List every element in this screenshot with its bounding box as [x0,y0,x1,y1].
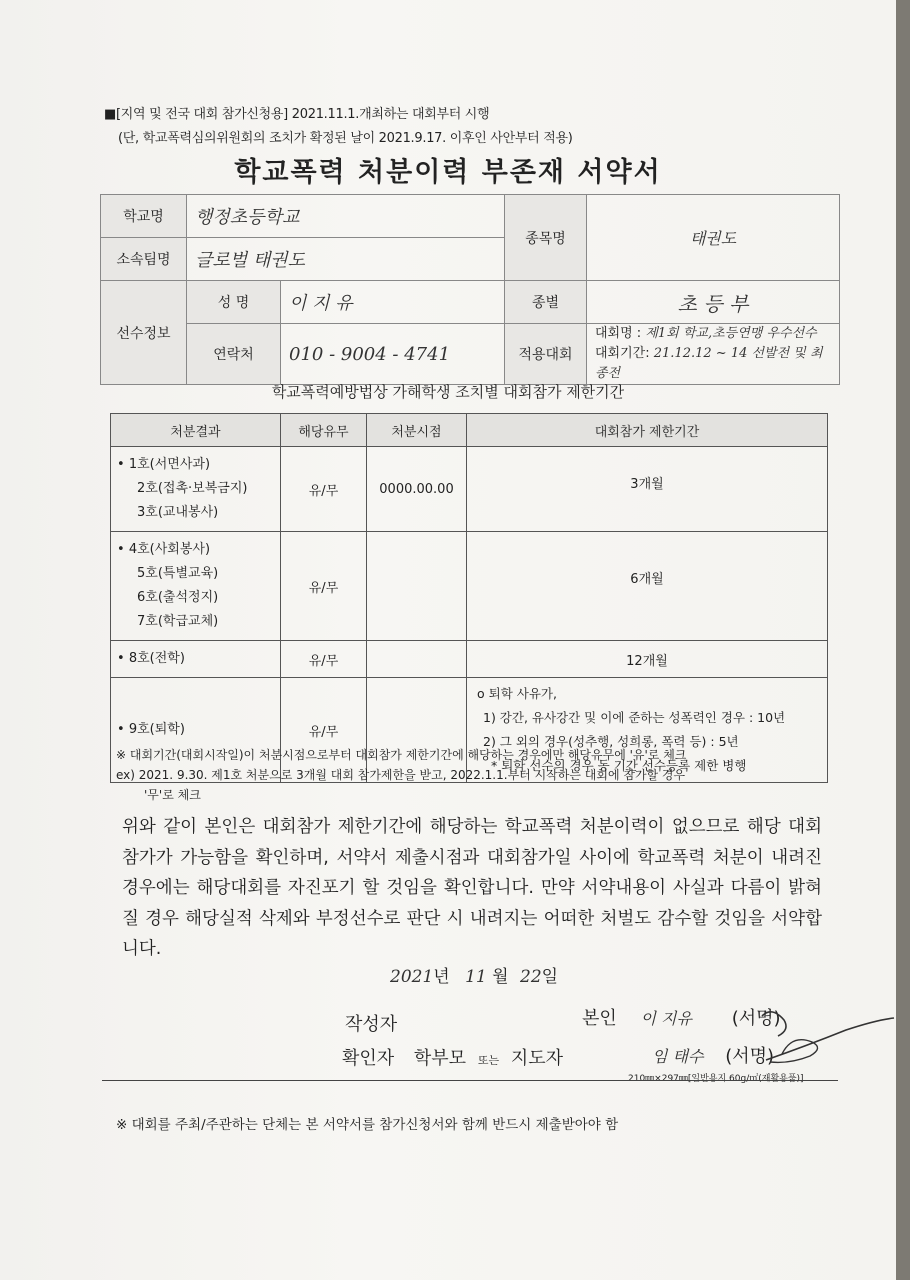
date-year[interactable]: 2021 [390,967,434,987]
form-divider [102,1080,838,1081]
document-title: 학교폭력 처분이력 부존재 서약서 [234,157,662,188]
expel-intro: o 퇴학 사유가, [477,686,557,701]
event-value[interactable]: 태권도 [587,195,840,281]
date-day[interactable]: 22 [520,967,542,987]
comp-period-label: 대회기간: [595,346,650,361]
contact-value[interactable]: 010 - 9004 - 4741 [281,324,505,385]
form-size-note: 210㎜×297㎜[일반용지 60g/㎡(재활용품)] [628,1074,804,1084]
row4-yn[interactable]: 유/무 [281,678,367,783]
comp-name-line [595,324,831,344]
note-1: ※ 대회기간(대회시작일)이 처분시점으로부터 대회참가 제한기간에 해당하는 경우에만 해당유무에 '유'로 체크 [116,748,687,762]
category-label: 종별 [505,281,587,324]
row1-yn[interactable]: 유/무 [281,447,367,532]
row1-date[interactable]: 0000.00.00 [367,447,467,532]
item-4: 4호(사회봉사) [128,542,211,557]
note-2: ex) 2021. 9.30. 제1호 처분으로 3개월 대회 참가제한을 받고, 2022.1.1.부터 시작하는 대회에 참가할 경우 [116,768,686,782]
row1-period: 3개월 [467,447,828,532]
school-value[interactable]: 행정초등학교 [187,195,505,238]
header-line-1-text: [지역 및 전국 대회 참가신청용] 2021.11.1.개최하는 대회부터 시행 [115,107,490,122]
row2-items: • 4호(사회봉사) 5호(특별교육) 6호(출석정지) 7호(학급교체) [111,532,281,641]
team-value[interactable]: 글로벌 태권도 [187,238,505,281]
coach-name[interactable]: 임 태수 [652,1047,704,1066]
table-row [111,532,828,641]
item-7: 7호(학급교체) [137,614,219,629]
col-date: 처분시점 [367,414,467,447]
expel-note: * 퇴학 선수의 경우 동 기간 선수등록 제한 병행 [491,758,747,773]
footer-note: ※ 대회를 주최/주관하는 단체는 본 서약서를 참가신청서와 함께 반드시 제출받아야 함 [116,1117,619,1133]
handwritten-signature-scrawl [722,1002,902,1072]
self-sign-area[interactable]: (서명) [731,1008,781,1029]
col-yn: 해당유무 [281,414,367,447]
row2-period: 6개월 [467,532,828,641]
parent-label: 학부모 [413,1048,467,1069]
row3-yn[interactable]: 유/무 [281,641,367,678]
info-table [100,194,840,385]
pledge-text: 위와 같이 본인은 대회참가 제한기간에 해당하는 학교폭력 처분이력이 없으므로 해당 대회 참가가 가능함을 확인하며, 서약서 제출시점과 대회참가일 사이에 학교폭력 처분이 내려진 경우에는 해당대회를 자진포기 할 것임을 확인합니다. 만약 서약내용이 사실과 다름이 밝혀질 경우 해당실적 삭제와 부정선수로 판단 시 내려지는 어떠한 처벌도 감수할 것임을 서약합니다. [122,817,822,959]
date-month-unit: 월 [492,967,509,987]
date-day-unit: 일 [541,967,559,987]
item-9: 9호(퇴학) [128,722,185,737]
coach-label: 지도자 [510,1048,563,1069]
applied-comp-label: 적용대회 [505,324,587,385]
comp-period-line [595,344,831,384]
table-subtitle: 학교폭력예방법상 가해학생 조치별 대회참가 제한기간 [271,383,625,401]
header-line-1 [104,103,489,122]
col-period: 대회참가 제한기간 [467,414,828,447]
row3-date[interactable] [367,641,467,678]
table-row [111,641,828,678]
comp-name-label: 대회명 : [595,326,642,341]
confirmer-label: 확인자 [342,1048,395,1069]
date-line [390,962,558,987]
self-label: 본인 [582,1008,617,1029]
row1-items: • 1호(서면사과) 2호(접촉·보복금지) 3호(교내봉사) [111,447,281,532]
penalty-table [110,413,828,783]
date-month[interactable]: 11 [465,967,487,987]
expel-case-2: 2) 그 외의 경우(성추행, 성희롱, 폭력 등) : 5년 [483,734,739,749]
name-label: 성 명 [187,281,281,324]
expel-case-1: 1) 강간, 유사강간 및 이에 준하는 성폭력인 경우 : 10년 [483,710,786,725]
item-2: 2호(접촉·보복금지) [137,481,248,496]
self-name[interactable]: 이 지유 [640,1009,692,1028]
school-label: 학교명 [101,195,187,238]
comp-name-value[interactable]: 제1회 학교,초등연맹 우수선수 [645,326,817,341]
item-6: 6호(출석정지) [137,590,219,605]
item-3: 3호(교내봉사) [137,505,219,520]
player-info-label: 선수정보 [101,281,187,385]
header-line-2: (단, 학교폭력심의위원회의 조치가 확정된 날이 2021.9.17. 이후인 사안부터 적용) [118,131,573,146]
row4-items: • 9호(퇴학) [111,678,281,783]
row3-items: • 8호(전학) [111,641,281,678]
item-8: 8호(전학) [128,651,185,666]
team-label: 소속팀명 [101,238,187,281]
confirmer-line [342,1044,563,1070]
coach-sign-area[interactable]: (서명) [725,1046,775,1067]
note-3: '무'로 체크 [144,788,201,802]
square-bullet-icon: ■ [104,107,116,122]
penalty-header-row [111,414,828,447]
item-5: 5호(특별교육) [137,566,219,581]
or-label: 또는 [477,1054,500,1067]
contact-label: 연락처 [187,324,281,385]
table-row [111,447,828,532]
row2-yn[interactable]: 유/무 [281,532,367,641]
name-value[interactable]: 이 지 유 [281,281,505,324]
category-value[interactable]: 초 등 부 [587,281,840,324]
event-label: 종목명 [505,195,587,281]
date-year-unit: 년 [433,967,450,987]
writer-label: 작성자 [345,1014,398,1035]
col-result: 처분결과 [111,414,281,447]
comp-period-value[interactable]: 21.12.12 ~ 14 선발전 및 최종전 [595,346,823,381]
applied-comp-value [587,324,840,385]
row3-period: 12개월 [467,641,828,678]
item-1: 1호(서면사과) [128,457,211,472]
row2-date[interactable] [367,532,467,641]
